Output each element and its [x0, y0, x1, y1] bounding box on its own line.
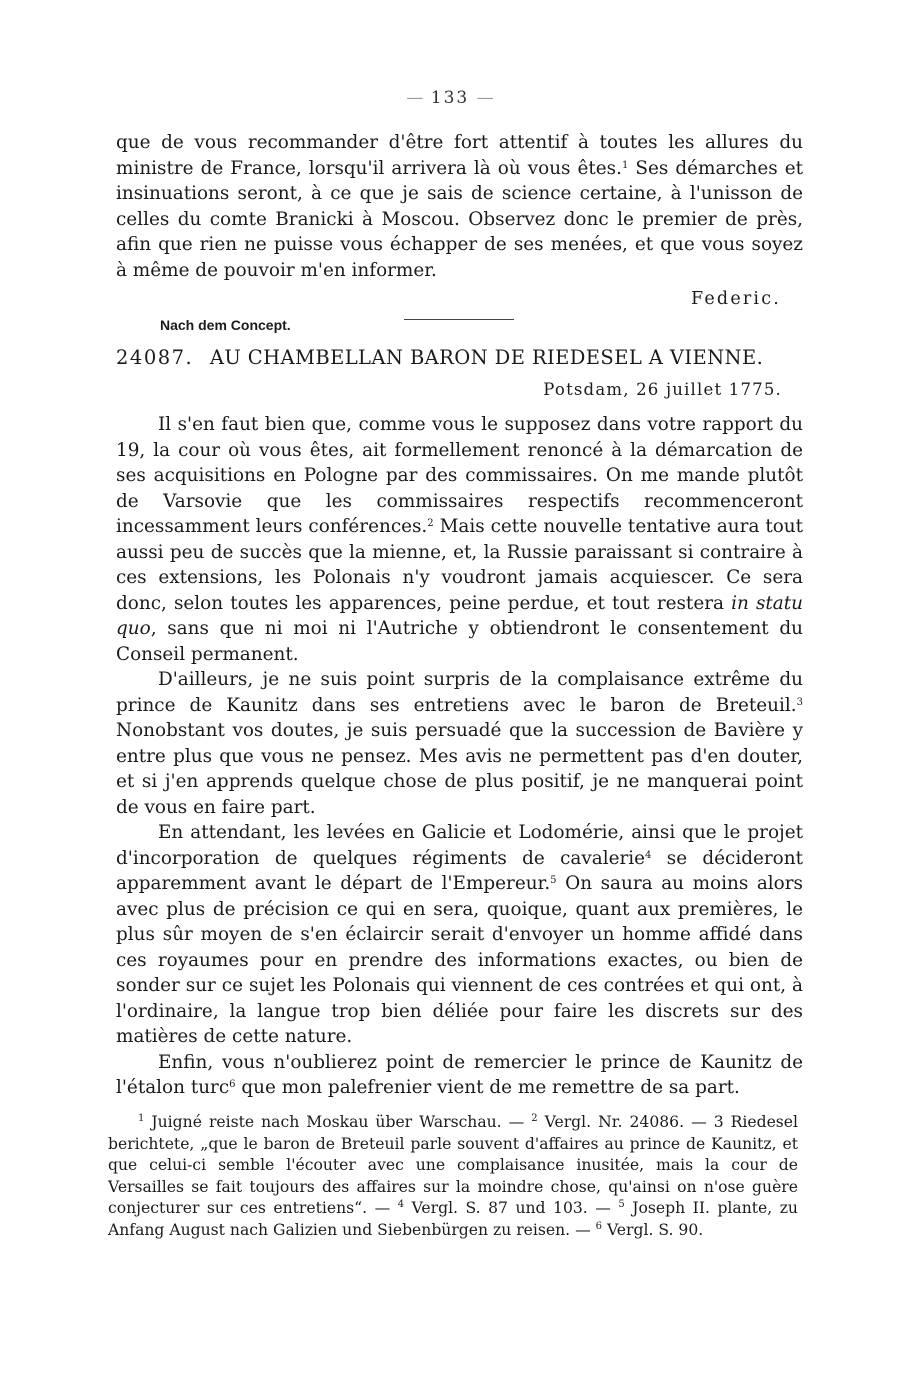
- letter-number: 24087.: [116, 346, 194, 369]
- paragraph-1-text-b: Mais cette nouvelle tentative aura tout aussi peu de succès que la mienne, et, la Russie paraissant si contraire à ces extensions, les Polonais n'y voudront jamais acquiescer. Ce sera donc, selon toutes les apparences, peine perdue, et tout restera: [116, 516, 804, 614]
- letter-paragraph-3: [116, 820, 803, 1050]
- paragraph-3-text-b: se décideront apparemment avant le départ de l'Empereur.: [116, 847, 803, 894]
- letter-title: AU CHAMBELLAN BARON DE RIEDESEL A VIENNE.: [209, 346, 764, 369]
- paragraph-2-text-b: Nonobstant vos doutes, je suis persuadé que la succession de Bavière y entre plus que vous ne pensez. Mes avis ne permettent pas d'en douter, et si j'en apprends quelque chose de plus positif, je ne manquerai point de vous en faire part.: [116, 720, 803, 818]
- footnote-4: Vergl. S. 87 und 103. —: [404, 1199, 619, 1218]
- footnote-ref-1[interactable]: 1: [621, 159, 629, 171]
- paragraph-1-text-c: , sans que ni moi ni l'Autriche y obtiendront le consentement du Conseil permanent.: [116, 618, 803, 665]
- footnote-1: Juigné reiste nach Moskau über Warschau. —: [144, 1113, 532, 1131]
- signature: Federic.: [690, 289, 781, 309]
- previous-letter-text: que de vous recommander d'être fort attentif à toutes les allures du ministre de France, lorsqu'il arrivera là où vous êtes.: [116, 132, 803, 179]
- paragraph-4-text-a: Enfin, vous n'oublierez point de remercier le prince de Kaunitz de l'étalon turc: [116, 1051, 803, 1098]
- page-number-dash-right: —: [476, 88, 494, 108]
- footnote-ref-6[interactable]: 6: [229, 1079, 236, 1090]
- previous-letter-ending: [116, 130, 803, 335]
- letter-paragraph-1: [116, 412, 803, 667]
- footnote-ref-5[interactable]: 5: [550, 875, 557, 886]
- footnote-4-marker: 4: [397, 1199, 405, 1211]
- letter-body: [116, 412, 803, 1101]
- footnote-5: Joseph II. plante, zu Anfang August nach Galizien und Siebenbürgen zu reisen. —: [108, 1199, 798, 1239]
- paragraph-1-text-a: Il s'en faut bien que, comme vous le supposez dans votre rapport du 19, la cour où vous êtes, ait formellement renoncé à la démarcation de ses acquisitions en Pologne par des commissaires. On me mande plutôt de Varsovie que les commissaires respectifs recommenceront incessamment leurs conférences.: [116, 414, 803, 537]
- footnote-6: Vergl. S. 90.: [602, 1220, 704, 1239]
- letter-paragraph-4: [116, 1050, 803, 1101]
- paragraph-1-italic: in statu quo: [116, 592, 803, 639]
- footnotes: [108, 1112, 798, 1242]
- footnote-3-marker: 3: [713, 1113, 724, 1131]
- previous-letter-paragraph: [116, 130, 803, 283]
- source-note: Nach dem Concept.: [160, 317, 291, 333]
- footnote-ref-4[interactable]: 4: [645, 849, 652, 861]
- previous-letter-text-continued: Ses démarches et insinuations seront, à ce que je sais de science certaine, à l'unisson de celles du comte Branicki à Moscou. Observez donc le premier de près, afin que rien ne puisse vous échapper de ses menées, et que vous soyez à même de pouvoir m'en informer.: [116, 157, 803, 281]
- section-divider: [404, 319, 514, 320]
- footnote-3: Riedesel berichtete, „que le baron de Breteuil parle souvent d'affaires au prince de Kaunitz, et que celui-ci semble l'écouter avec une complaisance inusitée, mais la cour de Versailles se fait toujours des affaires sur la moindre chose, qu'ainsi on n'ose guère conjecturer sur ces entretiens“. —: [108, 1113, 799, 1218]
- footnote-6-marker: 6: [595, 1220, 603, 1232]
- footnote-ref-3[interactable]: 3: [796, 696, 803, 708]
- page-number: [0, 88, 900, 108]
- footnote-5-marker: 5: [618, 1199, 625, 1211]
- paragraph-3-text-c: On saura au moins alors avec plus de précision ce qui en sera, quoique, quant aux premières, le plus sûr moyen de s'en éclaircir serait d'envoyer un homme affidé dans ces royaumes pour en prendre des informations exactes, ou bien de sonder sur ce sujet les Polonais qui viennent de ces contrées et qui ont, à l'ordinaire, la langue trop bien déliée pour faire les discrets sur des matières de cette nature.: [116, 873, 803, 1047]
- footnote-ref-2[interactable]: 2: [427, 518, 434, 529]
- footnote-2: Vergl. Nr. 24086. —: [537, 1113, 714, 1131]
- page-number-dash-left: —: [406, 88, 424, 108]
- footnotes-paragraph: [108, 1112, 798, 1242]
- footnote-1-marker: 1: [138, 1113, 145, 1124]
- paragraph-2-text-a: D'ailleurs, je ne suis point surpris de la complaisance extrême du prince de Kaunitz dans ses entretiens avec le baron de Breteuil.: [116, 669, 803, 716]
- letter-paragraph-2: [116, 667, 803, 820]
- footnote-2-marker: 2: [531, 1113, 538, 1124]
- signature-row: [116, 283, 803, 335]
- paragraph-4-text-b: que mon palefrenier vient de me remettre de sa part.: [235, 1077, 740, 1098]
- letter-heading: [116, 346, 806, 369]
- page-number-value: 133: [430, 88, 470, 108]
- letter-place-date: Potsdam, 26 juillet 1775.: [543, 380, 782, 399]
- paragraph-3-text-a: En attendant, les levées en Galicie et Lodomérie, ainsi que le projet d'incorporation de quelques régiments de cavalerie: [116, 822, 803, 869]
